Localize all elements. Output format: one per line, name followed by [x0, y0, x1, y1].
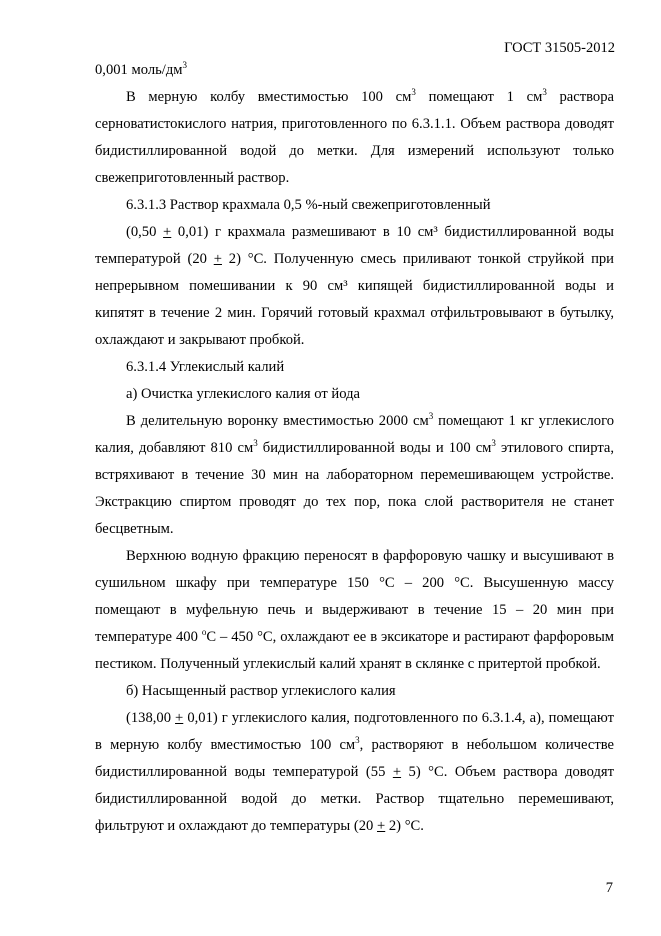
heading-6-3-1-3: 6.3.1.3 Раствор крахмала 0,5 %-ный свежеприготовленный	[126, 197, 491, 213]
paragraph-saturated-solution: (138,00 + 0,01) г углекислого калия, подготовленного по 6.3.1.4, а), помещают в мерную колбу вместимостью 100 $см^3$, растворяют в небольшом количестве бидистиллированной воды температурой (55 + 5) °C. Объем раствора доводят бидистиллированной водой до метки. Раствор тщательно перемешивают, фильтруют и охлаждают до температуры (20 + 2) °C.	[95, 710, 614, 834]
paragraph-drying: Верхнюю водную фракцию переносят в фарфоровую чашку и высушивают в сушильном шкафу при температуре 150 °C – 200 °C. Высушенную массу помещают в муфельную печь и выдерживают в течение 15 – 20 мин при температуре 400 $^о$C – 450 °C, охлаждают ее в эксикаторе и растирают фарфоровым пестиком. Полученный углекислый калий хранят в склянке с притертой пробкой.	[95, 548, 615, 672]
document-body	[95, 57, 614, 840]
paragraph-concentration: 0,001 моль/$дм^3$	[95, 60, 187, 78]
heading-6-3-1-4: 6.3.1.4 Углекислый калий	[126, 359, 285, 375]
page-number: 7	[605, 880, 613, 896]
subheading-a: а) Очистка углекислого калия от йода	[126, 386, 360, 402]
paragraph-starch-prep: (0,50 + 0,01) г крахмала размешивают в 10 см³ бидистиллированной воды температурой (20 + 2) °C. Полученную смесь приливают тонкой струйкой при непрерывном помешивании к 90 см³ кипящей бидистиллированной воды и кипятят в течение 2 мин. Горячий готовый крахмал отфильтровывают в бутылку, охлаждают и закрывают пробкой.	[95, 224, 614, 348]
standard-header: ГОСТ 31505-2012	[504, 40, 615, 56]
subheading-b: б) Насыщенный раствор углекислого калия	[126, 683, 396, 699]
paragraph-extraction: В делительную воронку вместимостью 2000 $см^3$ помещают 1 кг углекислого калия, добавляют 810 $см^3$ бидистиллированной воды и 100 $см^3$ этилового спирта, встряхивают в течение 30 мин на лабораторном перемешивающем устройстве. Экстракцию спиртом проводят до тех пор, пока слой растворителя не станет бесцветным.	[95, 411, 615, 537]
paragraph-thiosulfate-dilution: В мерную колбу вместимостью 100 $см^3$ помещают 1 $см^3$ раствора серноватистокислого натрия, приготовленного по 6.3.1.1. Объем раствора доводят бидистиллированной водой до метки. Для измерений используют только свежеприготовленный раствор.	[95, 87, 614, 186]
